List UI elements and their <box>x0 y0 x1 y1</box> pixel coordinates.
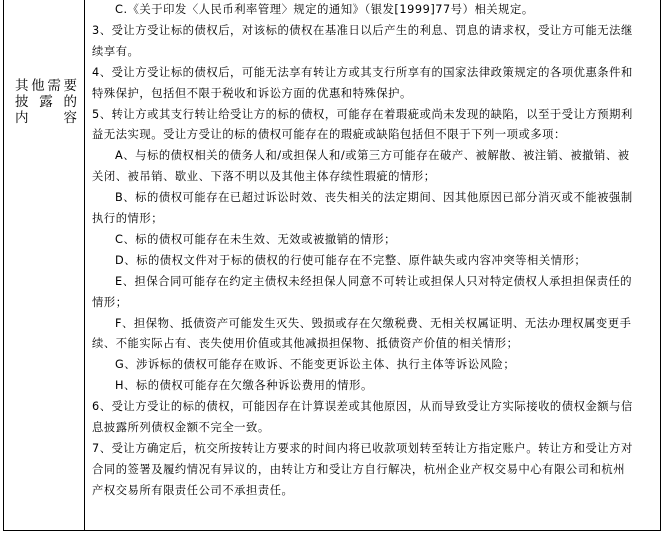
disclosure-table-row <box>3 0 661 531</box>
row-label-line: 披 露 的 <box>15 94 77 110</box>
content-line: 情形； <box>92 295 128 309</box>
content-line: E、担保合同可能存在约定主债权未经担保人同意不可转让或担保人只对特定债权人承担担保责任的 <box>115 274 633 288</box>
content-line: G、涉诉标的债权可能存在败诉、不能变更诉讼主体、执行主体等诉讼风险； <box>115 358 516 372</box>
content-line: 息披露所列债权金额不完全一致。 <box>92 421 270 434</box>
content-line: 续享有。 <box>92 44 140 58</box>
content-line: C.《关于印发〈人民币利率管理〉规定的通知》（银发[1999]77号）相关规定。 <box>115 3 534 16</box>
content-line: 3、受让方受让标的债权后，对该标的债权在基准日以后产生的利息、罚息的请求权，受让方可能无法继 <box>92 23 633 37</box>
row-label-line: 内 容 <box>15 110 77 126</box>
content-line: 续、不能实际占有、丧失使用价值或其他减损担保物、抵债资产价值的相关情形； <box>92 337 519 351</box>
content-line: 7、受让方确定后，杭交所按转让方要求的时间内将已收款项划转至转让方指定账户。转让方和受让方对 <box>92 441 633 455</box>
content-line: A、与标的债权相关的债务人和/或担保人和/或第三方可能存在破产、被解散、被注销、被撤销、被 <box>115 149 630 163</box>
content-line: B、标的债权可能存在已超过诉讼时效、丧失相关的法定期间、因其他原因已部分消灭或不能被强制 <box>115 191 633 205</box>
content-line: 益无法实现。受让方受让的标的债权可能存在的瑕疵或缺陷包括但不限于下列一项或多项： <box>92 128 566 142</box>
row-content-cell <box>86 0 660 530</box>
content-line: 5、转让方或其支行转让给受让方的标的债权，可能存在着瑕疵或尚未发现的缺陷，以至于受让方预期利 <box>92 107 633 121</box>
content-line: 关闭、被吊销、歇业、下落不明以及其他主体存续性瑕疵的情形； <box>92 170 436 184</box>
row-label <box>15 78 77 126</box>
content-line: H、标的债权可能存在欠缴各种诉讼费用的情形。 <box>115 379 373 393</box>
content-line: C、标的债权可能存在未生效、无效或被撤销的情形； <box>115 232 396 246</box>
content-line: 合同的签署及履约情况有异议的，由转让方和受让方自行解决，杭州企业产权交易中心有限公司和杭州 <box>92 462 626 476</box>
row-label-line: 其他需要 <box>15 78 77 94</box>
content-line: 6、受让方受让的标的债权，可能因存在计算误差或其他原因，从而导致受让方实际接收的债权金额与信 <box>92 400 633 414</box>
content-line: F、担保物、抵债资产可能发生灭失、毁损或存在欠缴税费、无相关权属证明、无法办理权属变更手 <box>115 316 632 330</box>
content-line: 执行的情形； <box>92 212 164 225</box>
content-line: D、标的债权文件对于标的债权的行使可能存在不完整、原件缺失或内容冲突等相关情形； <box>115 253 587 267</box>
row-label-cell <box>4 0 85 530</box>
content-line: 特殊保护，包括但不限于税收和诉讼方面的优惠和特殊保护。 <box>92 86 412 100</box>
content-line: 4、受让方受让标的债权后，可能无法享有转让方或其支行所享有的国家法律政策规定的各项优惠条件和 <box>92 65 633 79</box>
content-line: 产权交易所有限责任公司不承担责任。 <box>92 483 294 497</box>
